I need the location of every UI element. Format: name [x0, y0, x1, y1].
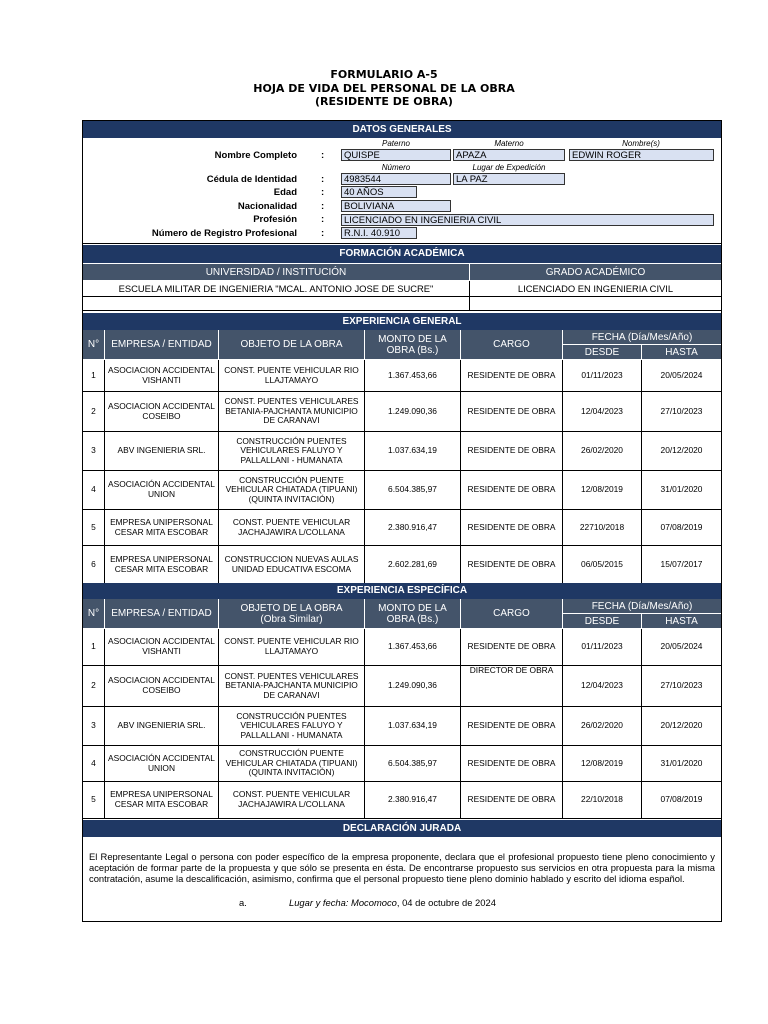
cell-cargo: RESIDENTE DE OBRA — [461, 546, 563, 585]
cell-desde: 01/11/2023 — [563, 360, 642, 392]
grado-empty-cell — [470, 297, 721, 311]
cell-desde: 26/02/2020 — [563, 707, 642, 746]
cell-empresa: ABV INGENIERIA SRL. — [105, 432, 219, 471]
label-edad: Edad — [273, 187, 297, 198]
cell-n: 4 — [83, 746, 105, 782]
edad-field[interactable]: 40 AÑOS — [341, 186, 417, 198]
cell-desde: 12/08/2019 — [563, 471, 642, 510]
header-hasta: HASTA — [642, 345, 721, 360]
colon: : — [321, 174, 325, 185]
item-marker: a. — [239, 897, 247, 908]
cell-desde: 26/02/2020 — [563, 432, 642, 471]
cell-objeto: CONSTRUCCIÓN PUENTES VEHICULARES FALUYO Y PALLALLANI - HUMANATA — [219, 432, 365, 471]
header-n: N° — [83, 599, 105, 629]
cell-desde: 22/10/2018 — [563, 782, 642, 819]
cell-empresa: ASOCIACION ACCIDENTAL COSEIBO — [105, 666, 219, 707]
colon: : — [321, 150, 325, 161]
cell-monto: 1.249.090,36 — [365, 392, 461, 432]
grado-cell: LICENCIADO EN INGENIERIA CIVIL — [470, 281, 721, 297]
universidad-empty-cell — [83, 297, 470, 311]
cell-monto: 1.367.453,66 — [365, 629, 461, 666]
cell-cargo: DIRECTOR DE OBRA — [461, 666, 563, 707]
form-title — [0, 68, 768, 109]
cell-empresa: EMPRESA UNIPERSONAL CESAR MITA ESCOBAR — [105, 510, 219, 546]
cell-objeto: CONST. PUENTE VEHICULAR RIO LLAJTAMAYO — [219, 360, 365, 392]
form-name: HOJA DE VIDA DEL PERSONAL DE LA OBRA — [253, 81, 515, 95]
caption-lugar: Lugar de Expedición — [472, 163, 546, 172]
cell-desde: 12/04/2023 — [563, 666, 642, 707]
col-grado: GRADO ACADÉMICO — [470, 264, 721, 281]
cell-objeto: CONST. PUENTE VEHICULAR JACHAJAWIRA L/COLLANA — [219, 782, 365, 819]
cell-objeto: CONSTRUCCIÓN PUENTE VEHICULAR CHIATADA (TIPUANI) (QUINTA INVITACIÓN) — [219, 471, 365, 510]
cell-n: 5 — [83, 782, 105, 819]
cell-objeto: CONSTRUCCIÓN PUENTES VEHICULARES FALUYO Y PALLALLANI - HUMANATA — [219, 707, 365, 746]
cell-cargo: RESIDENTE DE OBRA — [461, 782, 563, 819]
cell-empresa: ASOCIACION ACCIDENTAL COSEIBO — [105, 392, 219, 432]
ci-lugar-field[interactable]: LA PAZ — [453, 173, 565, 185]
form-frame — [82, 120, 722, 922]
section-datos-generales: DATOS GENERALES — [83, 121, 721, 138]
label-profesion: Profesión — [253, 214, 297, 225]
cell-desde: 22710/2018 — [563, 510, 642, 546]
colon: : — [321, 187, 325, 198]
cell-cargo: RESIDENTE DE OBRA — [461, 746, 563, 782]
cell-cargo: RESIDENTE DE OBRA — [461, 392, 563, 432]
cell-n: 1 — [83, 629, 105, 666]
header-objeto-sub: (Obra Similar) — [260, 613, 323, 625]
header-n: N° — [83, 330, 105, 360]
cell-monto: 2.380.916,47 — [365, 510, 461, 546]
lugar-fecha-date: , 04 de octubre de 2024 — [396, 897, 496, 908]
cell-desde: 06/05/2015 — [563, 546, 642, 585]
cell-objeto: CONST. PUENTES VEHICULARES BETANIA-PAJCHANTA MUNICIPIO DE CARANAVI — [219, 666, 365, 707]
cell-empresa: EMPRESA UNIPERSONAL CESAR MITA ESCOBAR — [105, 546, 219, 585]
lugar-fecha-label: Lugar y fecha: Mocomoco — [289, 897, 397, 908]
header-hasta: HASTA — [642, 614, 721, 629]
cell-cargo: RESIDENTE DE OBRA — [461, 629, 563, 666]
cell-objeto: CONSTRUCCION NUEVAS AULAS UNIDAD EDUCATIVA ESCOMA — [219, 546, 365, 585]
header-desde: DESDE — [563, 614, 642, 629]
cell-n: 1 — [83, 360, 105, 392]
divider — [83, 243, 721, 244]
lugar-fecha — [289, 897, 496, 908]
cell-hasta: 07/08/2019 — [642, 510, 721, 546]
cell-monto: 2.602.281,69 — [365, 546, 461, 585]
label-nombre-completo: Nombre Completo — [214, 150, 297, 161]
section-experiencia-especifica: EXPERIENCIA ESPECÍFICA — [83, 583, 721, 599]
header-monto: MONTO DE LA OBRA (Bs.) — [365, 599, 461, 629]
cell-empresa: ASOCIACION ACCIDENTAL VISHANTI — [105, 360, 219, 392]
caption-paterno: Paterno — [381, 139, 411, 148]
header-fecha: FECHA (Día/Mes/Año) — [563, 330, 721, 345]
section-experiencia-general: EXPERIENCIA GENERAL — [83, 313, 721, 330]
cell-empresa: ABV INGENIERIA SRL. — [105, 707, 219, 746]
cell-empresa: EMPRESA UNIPERSONAL CESAR MITA ESCOBAR — [105, 782, 219, 819]
cell-n: 4 — [83, 471, 105, 510]
cell-n: 6 — [83, 546, 105, 585]
header-empresa: EMPRESA / ENTIDAD — [105, 330, 219, 360]
section-declaracion: DECLARACIÓN JURADA — [83, 820, 721, 837]
cell-hasta: 31/01/2020 — [642, 471, 721, 510]
declaracion-text: El Representante Legal o persona con poder específico de la empresa proponente, declara que el profesional propuesto tiene pleno conocimiento y aceptación de formar parte de la propuesta y que sólo se presenta en ésta. De encontrarse propuesto sus servicios en otra propuesta para la misma contratación, asume la descalificación, asimismo, confirma que el personal propuesto tiene pleno dominio hablado y escrito del idioma español. — [89, 851, 715, 884]
header-empresa: EMPRESA / ENTIDAD — [105, 599, 219, 629]
colon: : — [321, 214, 325, 225]
header-objeto: OBJETO DE LA OBRA — [219, 330, 365, 360]
cell-hasta: 27/10/2023 — [642, 392, 721, 432]
registro-field[interactable]: R.N.I. 40.910 — [341, 227, 417, 239]
header-objeto — [219, 599, 365, 629]
col-universidad: UNIVERSIDAD / INSTITUCIÓN — [83, 264, 470, 281]
cell-objeto: CONST. PUENTE VEHICULAR RIO LLAJTAMAYO — [219, 629, 365, 666]
universidad-cell: ESCUELA MILITAR DE INGENIERIA "MCAL. ANTONIO JOSE DE SUCRE" — [83, 281, 470, 297]
label-registro: Número de Registro Profesional — [151, 228, 297, 239]
caption-numero: Número — [381, 163, 411, 172]
form-subtitle: (RESIDENTE DE OBRA) — [315, 95, 453, 108]
header-desde: DESDE — [563, 345, 642, 360]
cell-n: 2 — [83, 666, 105, 707]
nombres-field[interactable]: EDWIN ROGER — [569, 149, 714, 161]
colon: : — [321, 228, 325, 239]
caption-nombres: Nombre(s) — [622, 139, 660, 148]
cell-cargo: RESIDENTE DE OBRA — [461, 707, 563, 746]
cell-monto: 6.504.385,97 — [365, 471, 461, 510]
materno-field[interactable]: APAZA — [453, 149, 565, 161]
form-code: FORMULARIO A-5 — [330, 68, 438, 81]
cell-monto: 1.249.090,36 — [365, 666, 461, 707]
cell-desde: 01/11/2023 — [563, 629, 642, 666]
cell-monto: 1.037.634,19 — [365, 707, 461, 746]
cell-monto: 1.037.634,19 — [365, 432, 461, 471]
section-formacion: FORMACIÓN ACADÉMICA — [83, 245, 721, 263]
cell-empresa: ASOCIACIÓN ACCIDENTAL UNION — [105, 746, 219, 782]
header-cargo: CARGO — [461, 330, 563, 360]
cell-cargo: RESIDENTE DE OBRA — [461, 432, 563, 471]
nacionalidad-field[interactable]: BOLIVIANA — [341, 200, 451, 212]
cell-monto: 1.367.453,66 — [365, 360, 461, 392]
header-cargo: CARGO — [461, 599, 563, 629]
cell-n: 3 — [83, 707, 105, 746]
cell-cargo: RESIDENTE DE OBRA — [461, 471, 563, 510]
header-objeto-label: OBJETO DE LA OBRA — [240, 602, 343, 614]
cell-cargo: RESIDENTE DE OBRA — [461, 510, 563, 546]
profesion-field[interactable]: LICENCIADO EN INGENIERIA CIVIL — [341, 214, 714, 226]
cell-n: 2 — [83, 392, 105, 432]
cell-n: 5 — [83, 510, 105, 546]
cell-hasta: 20/05/2024 — [642, 629, 721, 666]
cell-hasta: 20/12/2020 — [642, 432, 721, 471]
cell-monto: 6.504.385,97 — [365, 746, 461, 782]
cell-hasta: 20/05/2024 — [642, 360, 721, 392]
cell-hasta: 31/01/2020 — [642, 746, 721, 782]
ci-numero-field[interactable]: 4983544 — [341, 173, 451, 185]
caption-materno: Materno — [494, 139, 524, 148]
cell-objeto: CONST. PUENTES VEHICULARES BETANIA-PAJCHANTA MUNICIPIO DE CARANAVI — [219, 392, 365, 432]
cell-cargo: RESIDENTE DE OBRA — [461, 360, 563, 392]
cell-n: 3 — [83, 432, 105, 471]
cell-hasta: 20/12/2020 — [642, 707, 721, 746]
colon: : — [321, 201, 325, 212]
cell-hasta: 07/08/2019 — [642, 782, 721, 819]
cell-desde: 12/04/2023 — [563, 392, 642, 432]
cell-hasta: 15/07/2017 — [642, 546, 721, 585]
header-monto: MONTO DE LA OBRA (Bs.) — [365, 330, 461, 360]
cell-desde: 12/08/2019 — [563, 746, 642, 782]
header-fecha: FECHA (Día/Mes/Año) — [563, 599, 721, 614]
label-cedula: Cédula de Identidad — [206, 174, 297, 185]
label-nacionalidad: Nacionalidad — [237, 201, 297, 212]
cell-empresa: ASOCIACIÓN ACCIDENTAL UNION — [105, 471, 219, 510]
cell-hasta: 27/10/2023 — [642, 666, 721, 707]
paterno-field[interactable]: QUISPE — [341, 149, 451, 161]
cell-monto: 2.380.916,47 — [365, 782, 461, 819]
cell-objeto: CONST. PUENTE VEHICULAR JACHAJAWIRA L/COLLANA — [219, 510, 365, 546]
cell-objeto: CONSTRUCCIÓN PUENTE VEHICULAR CHIATADA (TIPUANI) (QUINTA INVITACIÓN) — [219, 746, 365, 782]
cell-empresa: ASOCIACION ACCIDENTAL VISHANTI — [105, 629, 219, 666]
